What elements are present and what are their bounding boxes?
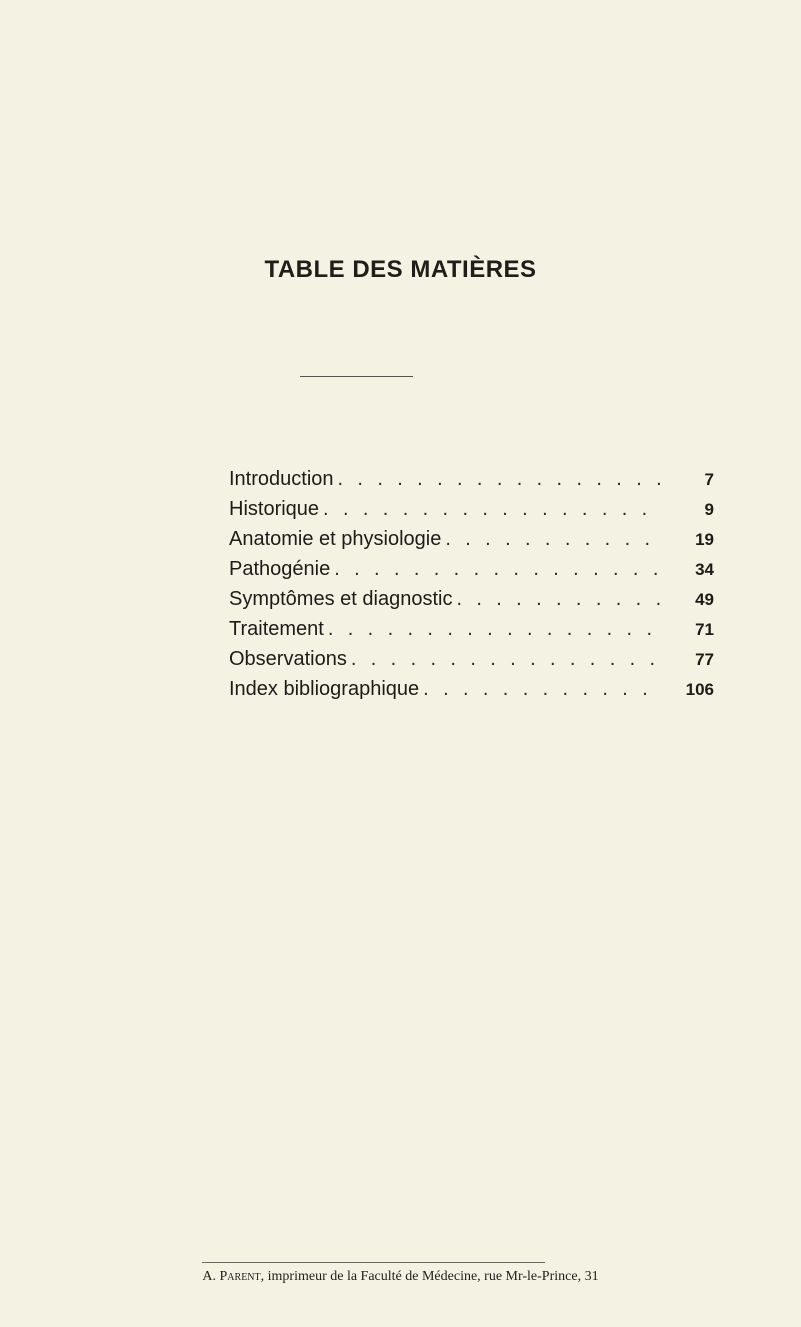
toc-entry-pathogenie: [229, 558, 714, 588]
toc-entry-index: [229, 678, 714, 708]
dot-leader: [456, 588, 660, 611]
page-title: TABLE DES MATIÈRES: [264, 256, 537, 283]
dot-leader: [338, 468, 660, 491]
toc-entry-page: 77: [695, 650, 714, 669]
toc-entry-anatomie: [229, 528, 714, 558]
toc-entry-label: Anatomie et physiologie: [229, 528, 442, 550]
dot-leader: [445, 528, 660, 551]
dot-leader: [323, 498, 660, 521]
toc-entry-page: 7: [704, 470, 714, 489]
toc-entry-page: 49: [695, 590, 714, 609]
printer-name: A. Parent,: [202, 1269, 265, 1284]
toc-entry-page: 34: [695, 560, 714, 579]
toc-entry-label: Historique: [229, 498, 320, 520]
dot-leader: [334, 558, 660, 581]
printer-imprint: [0, 1269, 801, 1285]
printer-address: imprimeur de la Faculté de Médecine, rue Mr-le-Prince, 31: [264, 1269, 599, 1284]
toc-entry-symptomes: [229, 588, 714, 618]
table-of-contents: [229, 468, 714, 708]
toc-entry-introduction: [229, 468, 714, 498]
title-divider: [300, 376, 413, 377]
toc-entry-page: 106: [685, 680, 714, 699]
toc-entry-page: 71: [695, 620, 714, 639]
dot-leader: [423, 678, 660, 701]
toc-entry-label: Index bibliographique: [229, 678, 420, 700]
toc-entry-label: Introduction: [229, 468, 334, 490]
dot-leader: [351, 648, 660, 671]
toc-entry-traitement: [229, 618, 714, 648]
toc-entry-label: Pathogénie: [229, 558, 331, 580]
footer-divider: [202, 1262, 545, 1263]
toc-entry-label: Observations: [229, 648, 347, 670]
toc-entry-page: 9: [704, 500, 714, 519]
toc-entry-label: Symptômes et diagnostic: [229, 588, 453, 610]
toc-entry-observations: [229, 648, 714, 678]
toc-entry-page: 19: [695, 530, 714, 549]
toc-entry-historique: [229, 498, 714, 528]
dot-leader: [328, 618, 660, 641]
toc-entry-label: Traitement: [229, 618, 324, 640]
